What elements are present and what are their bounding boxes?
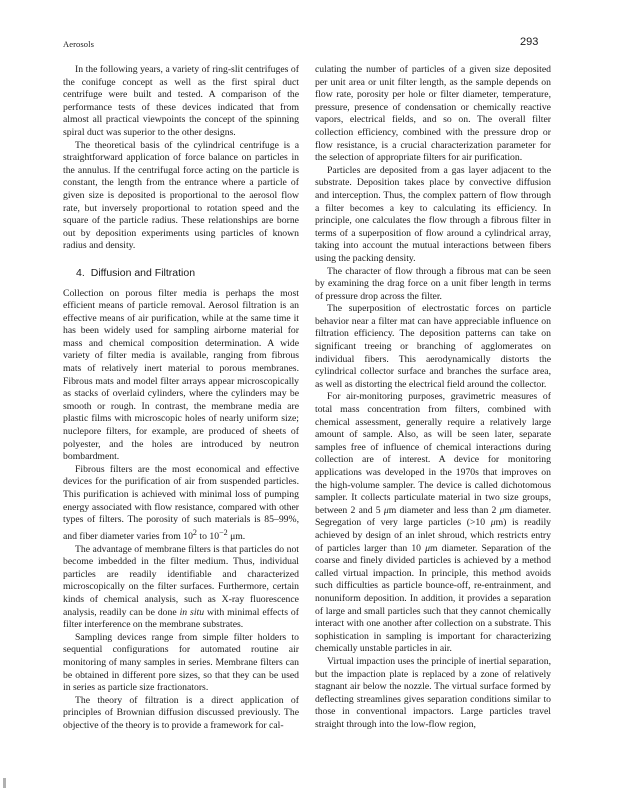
paragraph: Sampling devices range from simple filter holders to sequential configurations for automated routine air monitoring of many samples in series. Membrane filters can be obtained in different pore sizes, so that they can be used in series as particle size fractionators.: [63, 631, 299, 694]
superscript: −2: [219, 527, 228, 537]
paragraph: In the following years, a variety of ring-slit centrifuges of the conifuge concept as well as the first spiral duct centrifuge were built and tested. A comparison of the performance tests of these devices indicated that from almost all practical viewpoints the concept of the spinning spiral duct was superior to the other designs.: [63, 64, 299, 138]
mu-symbol: μ: [490, 517, 496, 529]
text-span: m diameter. Separation of the coarse and finely divided particles is achieved by a method called virtual impaction. In principle, this method avoids such difficulties as particle bounce-off, re-entrainment, and nonuniform deposition. In addition, it provides a separation of large and small particles such that they cannot chemically interact with one another after collection on a substrate. This sophistication in sampling is important for characterizing chemically unstable particles in air.: [315, 542, 551, 655]
section-heading: [63, 267, 299, 280]
paragraph-air-monitoring: [315, 391, 551, 655]
paragraph-fibrous-filters: [63, 464, 299, 544]
paragraph: The theory of filtration is a direct application of principles of Brownian diffusion discussed previously. The objective of the theory is to provide a framework for cal-: [63, 694, 299, 731]
text-span: The advantage of membrane filters is that particles do not become imbedded in the filter medium. Thus, individual particles are readily identifiable and characterized microscopically on the filter surfaces. Furthermore, certain kinds of chemical analysis, such as X-ray fluorescence analysis, readily can be done: [63, 543, 299, 618]
text-span: with minimal effects of filter interference on the membrane substrates.: [63, 606, 299, 631]
text-span: to 10: [196, 531, 220, 543]
right-column: [315, 64, 551, 731]
section-number: 4.: [76, 266, 85, 279]
scan-edge-mark: [3, 778, 6, 788]
paragraph: The character of flow through a fibrous mat can be seen by examining the drag force on a unit fiber length in terms of pressure drop across the filter.: [315, 265, 551, 302]
paragraph: culating the number of particles of a given size deposited per unit area or unit filter length, as the sample depends on flow rate, porosity per hole or filter diameter, temperature, pressure, presence of condensation or chemically reactive vapors, electrical fields, and so on. The overall filter collection efficiency, combined with the pressure drop or flow resistance, is a crucial characterization parameter for the selection of appropriate filters for air purification.: [315, 64, 551, 164]
mu-symbol: μ: [425, 542, 430, 554]
text-span: m) is readily achieved by design of an inlet shroud, which restricts entry of particles larger than 10: [315, 517, 551, 554]
left-column: [63, 64, 299, 733]
superscript: 2: [192, 527, 197, 537]
paragraph: Particles are deposited from a gas layer adjacent to the substrate. Deposition takes place by convective diffusion and interception. Thus, the complex pattern of flow through a filter becomes a key to calculating its efficiency. In principle, one calculates the flow through a fibrous filter in terms of a superposition of flow around a cylindrical array, taking into account the mutual interactions between fibers using the packing density.: [315, 164, 551, 264]
mu-symbol: μ: [383, 504, 389, 516]
text-span: m diameter and less than 2: [388, 504, 500, 516]
paragraph: Collection on porous filter media is perhaps the most efficient means of particle removal. Aerosol filtration is an effective means of air purification, while at the same time it has been widely used for sampling airborne material for mass and chemical composition determination. A wide variety of filter media is available, ranging from fibrous mats of relatively inert material to porous membranes. Fibrous mats and model filter arrays appear microscopically as stacks of overlaid cylinders, where the cylinders may be smooth or rough. In contrast, the membrane media are plastic films with microscopic holes of nearly uniform size; nuclepore filters, for example, are produced of sheets of polyester, and the holes are introduced by neutron bombardment.: [63, 287, 299, 463]
paragraph-membrane-filters: [63, 544, 299, 632]
running-header-title: Aerosols: [63, 39, 95, 49]
page-number: 293: [520, 36, 539, 48]
mu-symbol: μ: [499, 504, 505, 516]
text-span: For air-monitoring purposes, gravimetric measures of total mass concentration from filters, combined with chemical assessment, generally require a relatively large amount of sample. Also, as will be seen later, separate samples free of influence of chemical interactions during collection are of interest. A device for monitoring applications was developed in the 1970s that improves on the high-volume sampler. The device is called dichotomous sampler. It collects particulate material in two size groups, between 2 and 5: [315, 391, 551, 516]
italic-term: in situ: [179, 606, 205, 618]
paragraph: The theoretical basis of the cylindrical centrifuge is a straightforward application of force balance on particles in the annulus. If the centrifugal force acting on the particle is constant, the length from the entrance where a particle of given size is deposited is proportional to the aerosol flow rate, but inversely proportional to rotation speed and the square of the particle radius. These relationships are borne out by deposition experiments using particles of known radius and density.: [63, 139, 299, 252]
paragraph: The superposition of electrostatic forces on particle behavior near a filter mat can have appreciable influence on filtration efficiency. The deposition patterns can take on significant treeing or branching of agglomerates on individual fibers. This aerodynamically distorts the cylindrical collector surface and branches the surface area, as well as distorting the electrical field around the collector.: [315, 303, 551, 390]
paragraph: Virtual impaction uses the principle of inertial separation, but the impaction plate is replaced by a zone of relatively stagnant air below the nozzle. The virtual surface formed by deflecting streamlines gives separation conditions similar to those in conventional impactors. Large particles travel straight through into the low-flow region,: [315, 655, 551, 730]
text-span: μm.: [227, 531, 246, 543]
text-span: Fibrous filters are the most economical and effective devices for the purification of air from suspended particles. This purification is achieved with minimal loss of pumping energy associated with flow resistance, compared with other types of filters. The porosity of such materials is 85–99%, and fiber diameter varies from 10: [63, 463, 299, 543]
text-span: m diameter. Segregation of very large particles (>10: [315, 504, 552, 529]
section-title: Diffusion and Filtration: [90, 266, 196, 279]
